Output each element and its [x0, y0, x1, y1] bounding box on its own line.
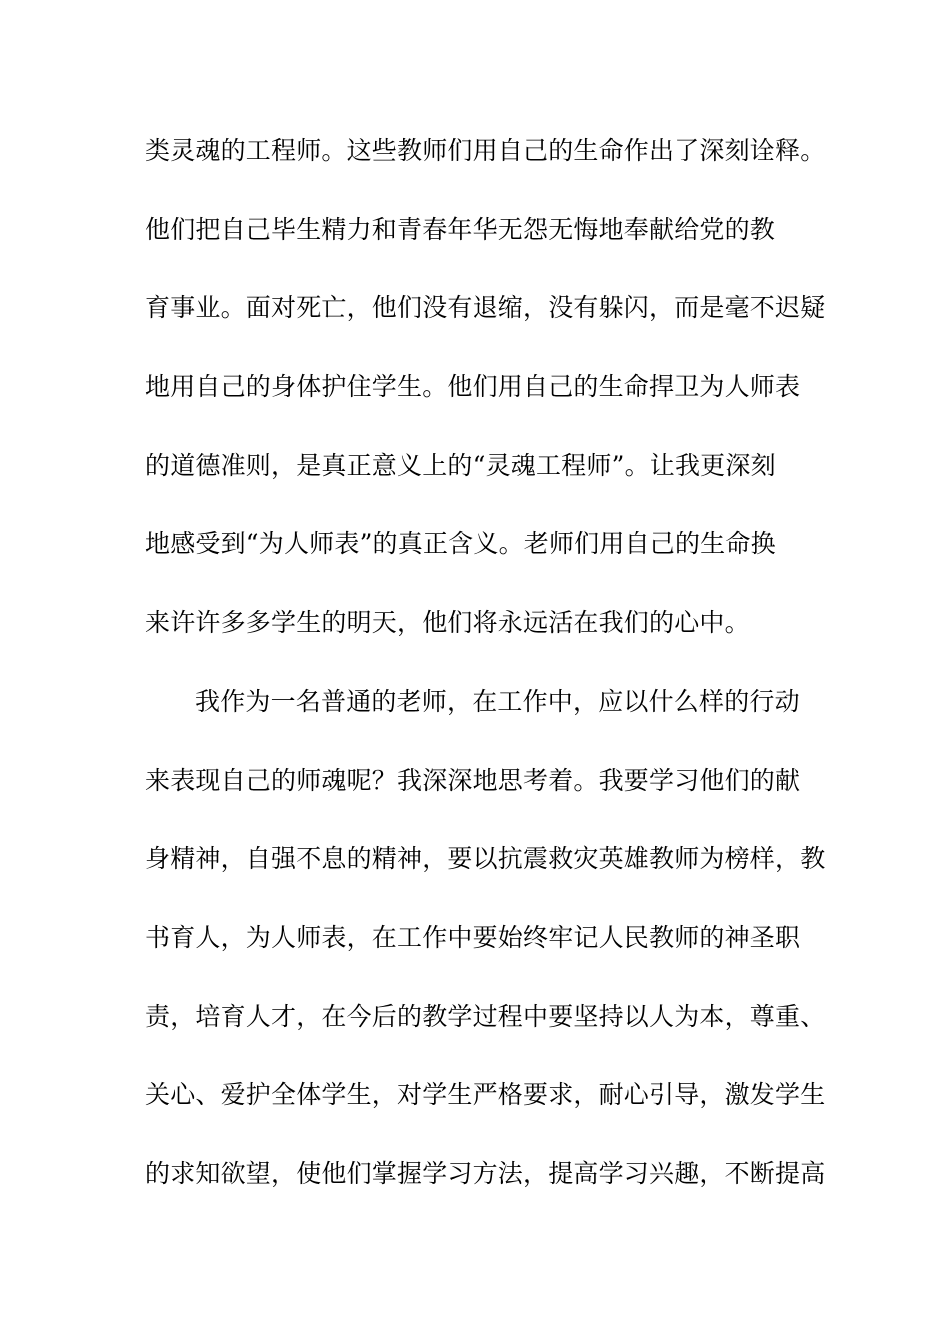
- text-line: 育事业。面对死亡，他们没有退缩，没有躲闪，而是毫不迟疑: [145, 293, 826, 323]
- text-line: 来表现自己的师魂呢？我深深地思考着。我要学习他们的献: [145, 765, 801, 795]
- text-line: 的道德准则，是真正意义上的“灵魂工程师”。让我更深刻: [145, 450, 776, 480]
- text-line: 身精神，自强不息的精神，要以抗震救灾英雄教师为榜样，教: [145, 844, 826, 874]
- text-line: 地用自己的身体护住学生。他们用自己的生命捍卫为人师表: [145, 372, 801, 402]
- paragraph-first-line: 我作为一名普通的老师，在工作中，应以什么样的行动: [195, 686, 800, 716]
- text-line: 书育人，为人师表，在工作中要始终牢记人民教师的神圣职: [145, 922, 801, 952]
- text-line: 责，培育人才，在今后的教学过程中要坚持以人为本，尊重、: [145, 1001, 826, 1031]
- text-line: 关心、爱护全体学生，对学生严格要求，耐心引导，激发学生: [145, 1080, 826, 1110]
- text-line: 来许许多多学生的明天，他们将永远活在我们的心中。: [145, 608, 750, 638]
- text-line: 地感受到“为人师表”的真正含义。老师们用自己的生命换: [145, 529, 776, 559]
- text-line: 的求知欲望，使他们掌握学习方法，提高学习兴趣，不断提高: [145, 1158, 826, 1188]
- text-line: 他们把自己毕生精力和青春年华无怨无悔地奉献给党的教: [145, 214, 776, 244]
- body-text: [145, 124, 825, 1226]
- text-line: 类灵魂的工程师。这些教师们用自己的生命作出了深刻诠释。: [145, 136, 826, 165]
